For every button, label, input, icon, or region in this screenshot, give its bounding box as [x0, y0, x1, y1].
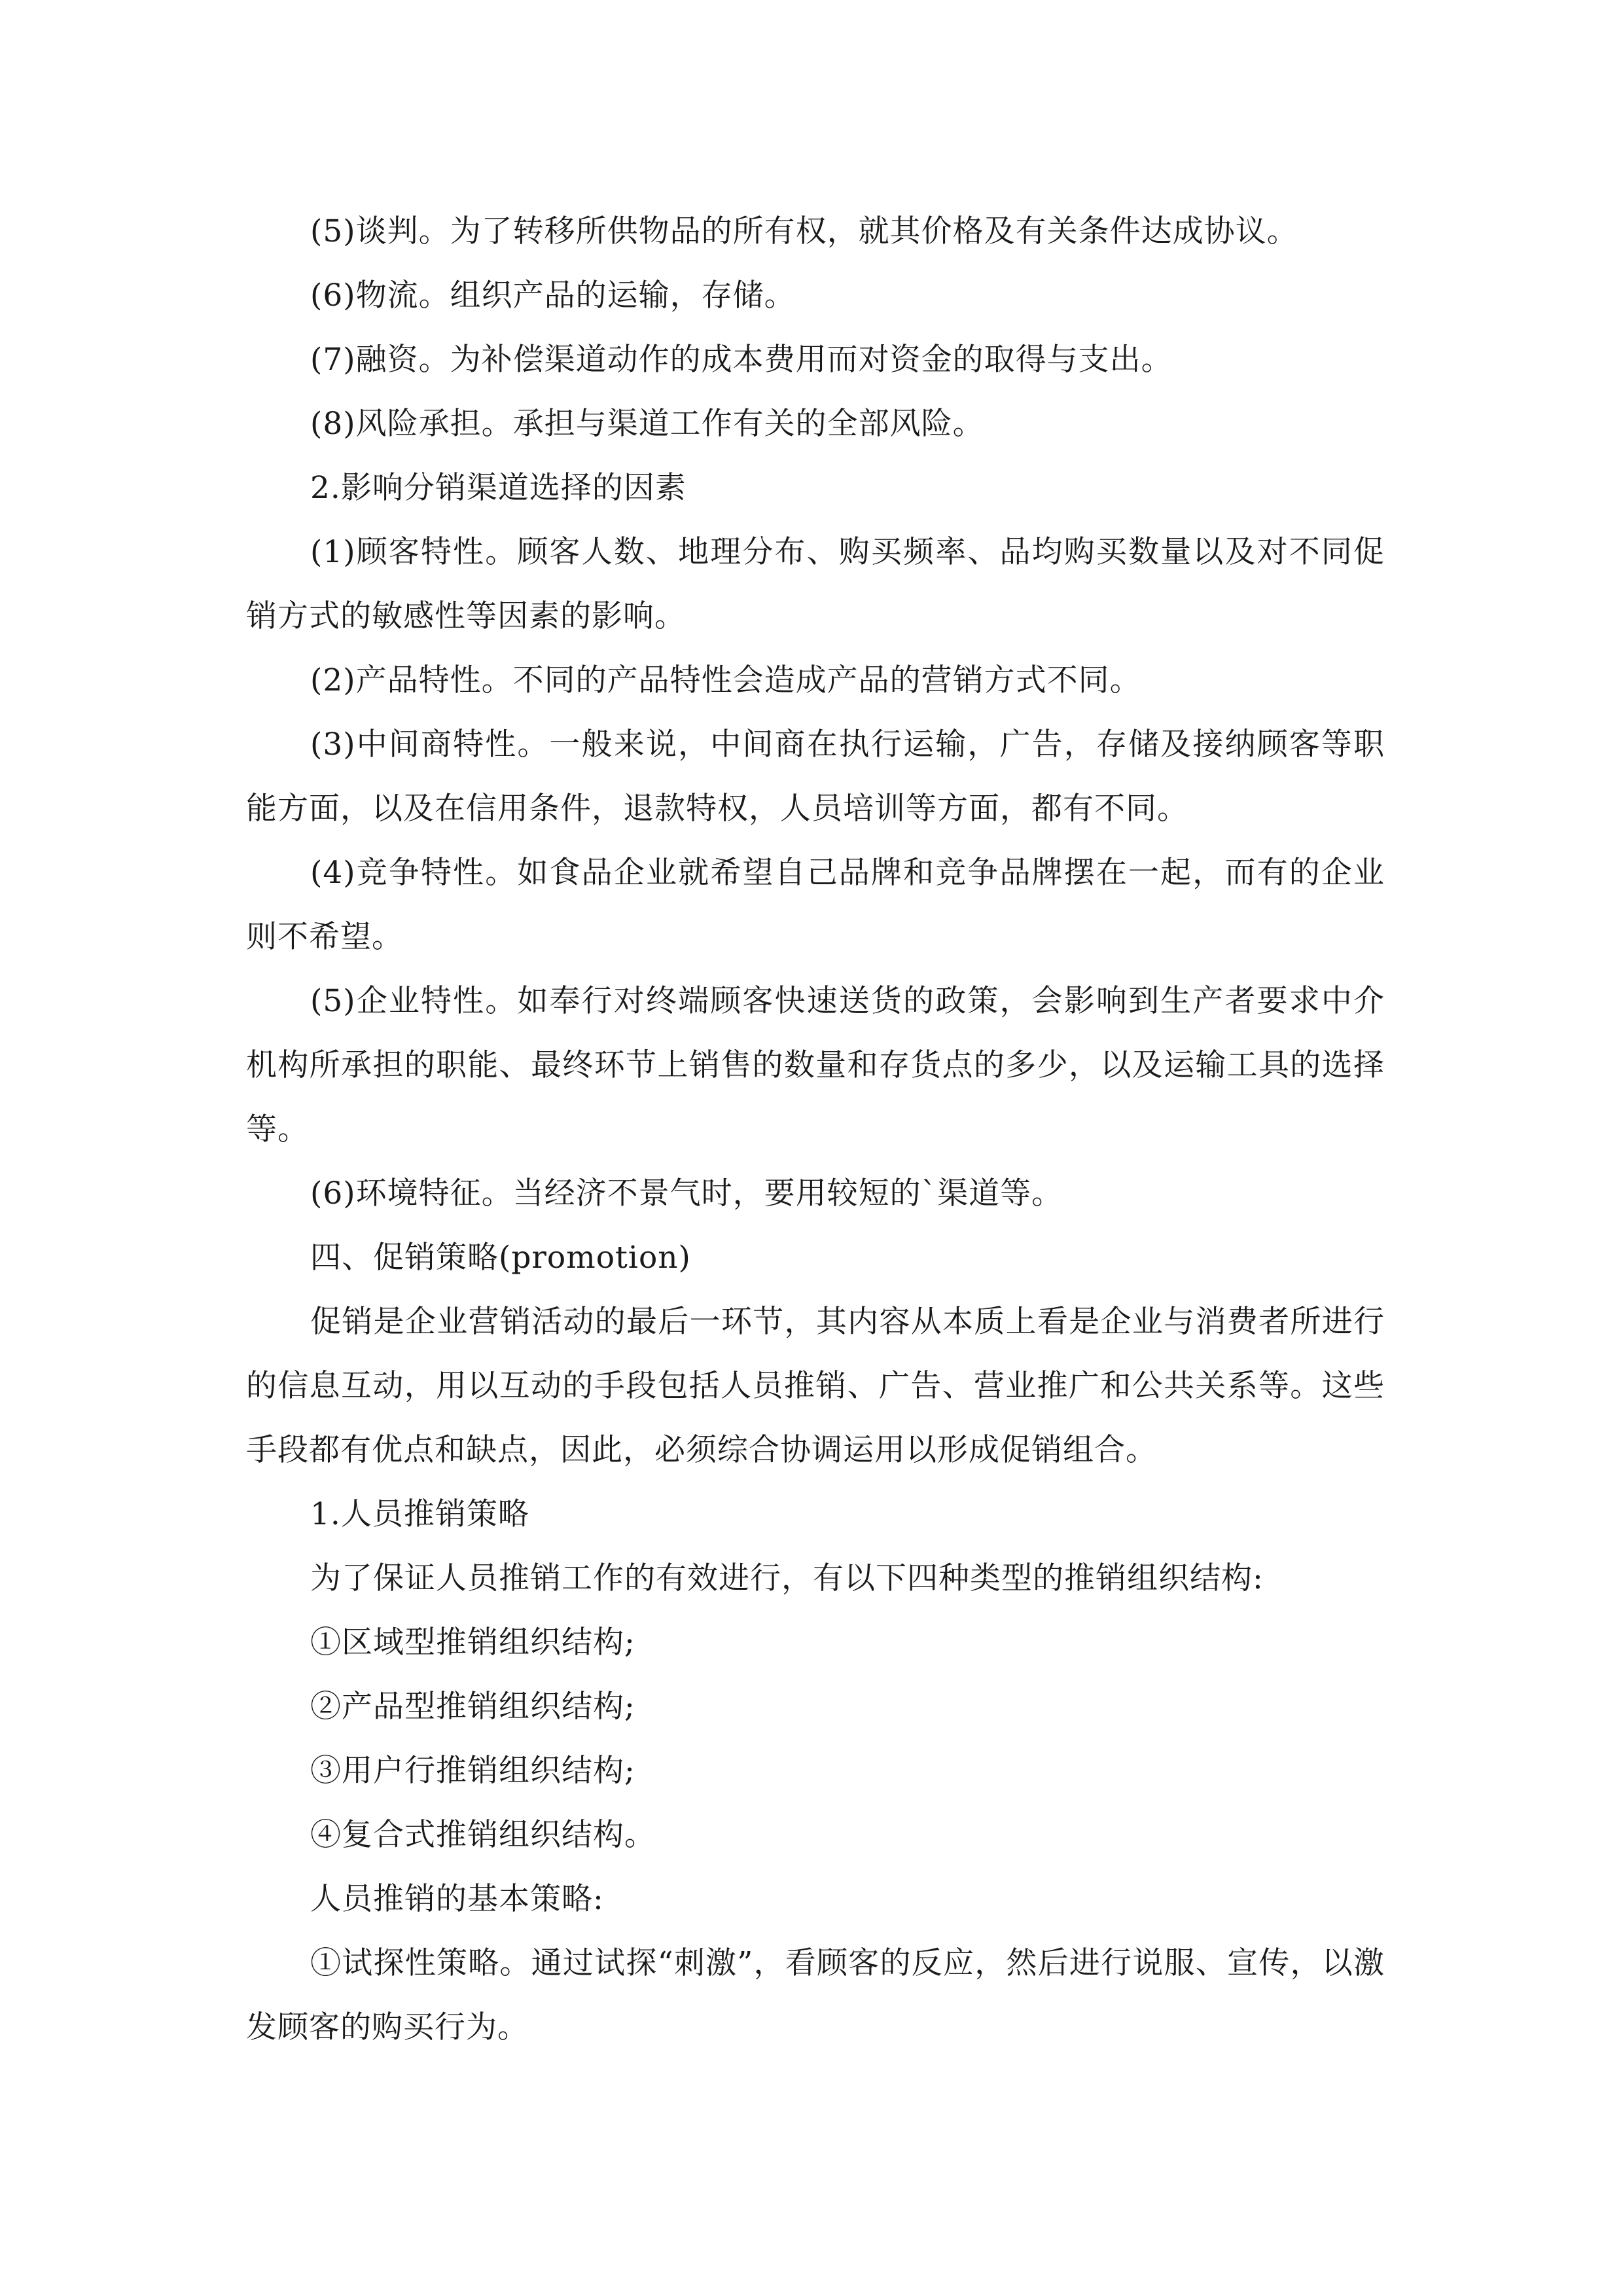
paragraph-environment-traits: (6)环境特征。当经济不景气时，要用较短的`渠道等。 — [310, 1175, 1063, 1211]
paragraph-customer-traits: (1)顾客特性。顾客人数、地理分布、购买频率、品均购买数量以及对不同促销方式的敏感性等因素的影响。 — [246, 534, 1385, 634]
paragraph-org-structures-intro: 为了保证人员推销工作的有效进行，有以下四种类型的推销组织结构: — [310, 1560, 1264, 1596]
paragraph-competition-traits: (4)竞争特性。如食品企业就希望自己品牌和竞争品牌摆在一起，而有的企业则不希望。 — [246, 855, 1385, 955]
paragraph-product-traits: (2)产品特性。不同的产品特性会造成产品的营销方式不同。 — [310, 662, 1141, 698]
section-heading-channel-factors: 2.影响分销渠道选择的因素 — [310, 470, 687, 506]
paragraph-basic-strategies: 人员推销的基本策略: — [310, 1881, 604, 1917]
document-body — [246, 200, 1385, 2060]
list-item-user: ③用户行推销组织结构; — [310, 1753, 635, 1789]
section-heading-promotion: 四、促销策略(promotion) — [310, 1240, 691, 1276]
paragraph-promotion-intro: 促销是企业营销活动的最后一环节，其内容从本质上看是企业与消费者所进行的信息互动，用以互动的手段包括人员推销、广告、营业推广和公共关系等。这些手段都有优点和缺点，因此，必须综合协调运用以形成促销组合。 — [246, 1304, 1385, 1468]
list-item-product: ②产品型推销组织结构; — [310, 1689, 635, 1725]
paragraph-risk: (8)风险承担。承担与渠道工作有关的全部风险。 — [310, 406, 984, 442]
paragraph-financing: (7)融资。为补偿渠道动作的成本费用而对资金的取得与支出。 — [310, 342, 1173, 378]
list-item-regional: ①区域型推销组织结构; — [310, 1624, 635, 1660]
paragraph-exploratory-strategy: ①试探性策略。通过试探“刺激”，看顾客的反应，然后进行说服、宣传，以激发顾客的购买行为。 — [246, 1945, 1385, 2045]
paragraph-intermediary-traits: (3)中间商特性。一般来说，中间商在执行运输，广告，存储及接纳顾客等职能方面，以及在信用条件，退款特权，人员培训等方面，都有不同。 — [246, 726, 1385, 827]
paragraph-enterprise-traits: (5)企业特性。如奉行对终端顾客快速送货的政策，会影响到生产者要求中介机构所承担的职能、最终环节上销售的数量和存货点的多少，以及运输工具的选择等。 — [246, 983, 1385, 1147]
list-item-composite: ④复合式推销组织结构。 — [310, 1817, 656, 1853]
section-heading-personal-selling: 1.人员推销策略 — [310, 1496, 529, 1532]
paragraph-logistics: (6)物流。组织产品的运输，存储。 — [310, 278, 796, 314]
paragraph-negotiation: (5)谈判。为了转移所供物品的所有权，就其价格及有关条件达成协议。 — [310, 213, 1298, 249]
